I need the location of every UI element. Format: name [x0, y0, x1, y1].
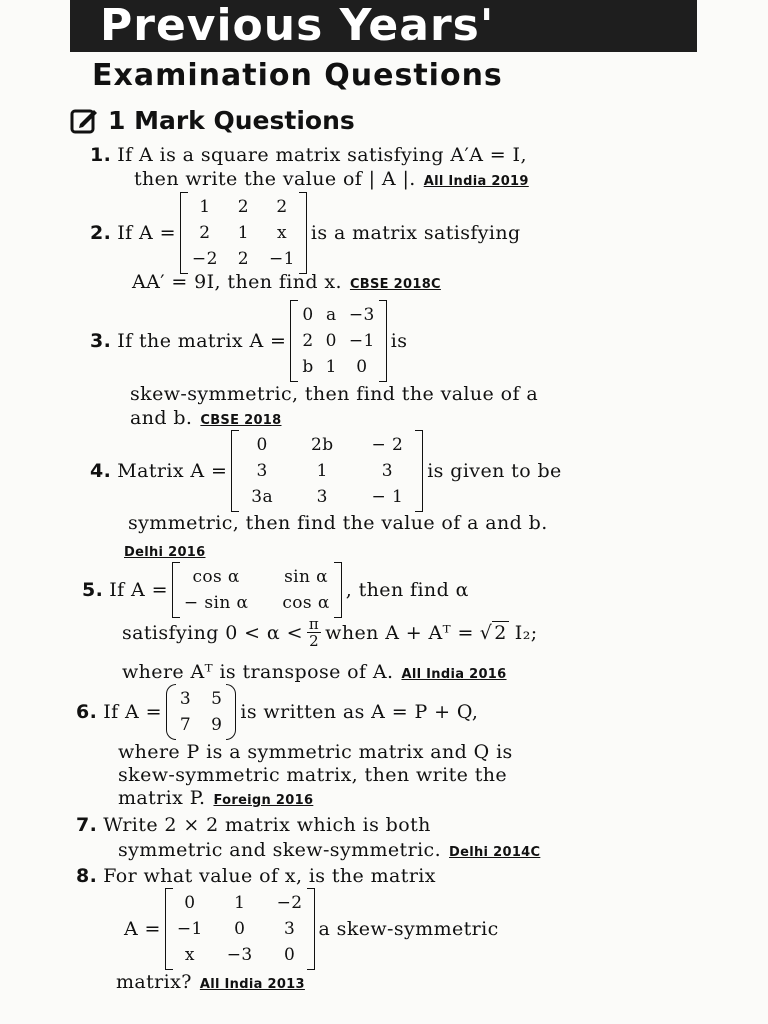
- banner-title: Previous Years': [70, 0, 697, 52]
- matrix-entry: 7: [179, 715, 192, 735]
- matrix-entry: 3: [179, 689, 192, 709]
- matrix-entry: 1: [325, 357, 337, 377]
- matrix-entry: 2: [199, 223, 211, 243]
- matrix-entry: −1: [176, 919, 203, 939]
- matrix-bracket: [379, 300, 387, 382]
- q1-line2: then write the value of | A |. All India 2019: [134, 168, 529, 190]
- matrix-entry: −3: [226, 945, 253, 965]
- matrix-entry: 5: [211, 689, 223, 709]
- matrix-bracket: [334, 562, 342, 618]
- matrix-entry: 0: [234, 919, 246, 939]
- matrix-entry: 3: [316, 487, 328, 507]
- matrix-entry: 2: [237, 249, 250, 269]
- matrix-entry: − sin α: [183, 593, 249, 613]
- q7-line2: symmetric and skew-symmetric. Delhi 2014C: [118, 839, 541, 861]
- matrix-entry: 0: [184, 893, 196, 913]
- matrix-entry: 3a: [251, 487, 274, 507]
- matrix-entry: 1: [316, 461, 328, 481]
- q7-line1: 7. Write 2 × 2 matrix which is both: [76, 814, 431, 836]
- q5-matrix: [172, 562, 342, 618]
- matrix-entry: x: [184, 945, 195, 965]
- matrix-entry: 0: [302, 305, 314, 325]
- q3-matrix: [290, 300, 386, 382]
- matrix-entry: 2: [302, 331, 314, 351]
- section-title: 1 Mark Questions: [108, 105, 355, 135]
- matrix-entry: 3: [256, 461, 268, 481]
- q8-line1: 8. For what value of x, is the matrix: [76, 865, 436, 887]
- matrix-entry: sin α: [284, 567, 329, 587]
- q8-matrix: [165, 888, 315, 970]
- matrix-entry: −3: [348, 305, 375, 325]
- matrix-entry: 0: [283, 945, 296, 965]
- q5-line2: satisfying 0 < α < $\frac{\pi}{2}$ when A + Aᵀ = √ 2 I₂;: [122, 615, 538, 650]
- page-subtitle: Examination Questions: [92, 58, 503, 93]
- matrix-entry: − 1: [371, 487, 404, 507]
- matrix-bracket: [299, 192, 307, 274]
- matrix-bracket: [172, 562, 180, 618]
- matrix-entry: 2: [237, 197, 250, 217]
- q1-source: All India 2019: [423, 174, 529, 189]
- q4-matrix: [231, 430, 423, 512]
- matrix-bracket: [231, 430, 239, 512]
- q8-row: A = 0 1 −2 −1 0 3 x −3 0 a skew-symmetric: [124, 888, 499, 970]
- q3-row: 3. If the matrix A = 0 a −3 2 0 −1 b 1 0 is: [90, 300, 407, 382]
- q3-line2: skew-symmetric, then find the value of a: [130, 383, 539, 405]
- matrix-entry: 1: [237, 223, 250, 243]
- q5-line3: where Aᵀ is transpose of A. All India 2016: [122, 661, 507, 683]
- q6-line4: matrix P. Foreign 2016: [118, 787, 314, 809]
- matrix-bracket: [180, 192, 188, 274]
- matrix-entry: −1: [269, 249, 295, 269]
- q3-line3: and b. CBSE 2018: [130, 407, 282, 429]
- q6-source: Foreign 2016: [213, 793, 314, 808]
- matrix-entry: a: [325, 305, 337, 325]
- q5-row: 5. If A = cos α sin α − sin α cos α , then find α: [82, 562, 469, 618]
- matrix-entry: −2: [191, 249, 218, 269]
- matrix-entry: 2b: [311, 435, 334, 455]
- q4-source: Delhi 2016: [124, 545, 206, 560]
- matrix-entry: 1: [199, 197, 211, 217]
- q4-row: 4. Matrix A = 0 2b − 2 3 1 3 3a 3 − 1 is given to be: [90, 430, 562, 512]
- matrix-entry: 0: [325, 331, 337, 351]
- matrix-entry: 1: [234, 893, 246, 913]
- q6-matrix: [166, 684, 236, 740]
- matrix-entry: 0: [256, 435, 268, 455]
- matrix-entry: − 2: [371, 435, 404, 455]
- matrix-entry: 2: [276, 197, 288, 217]
- matrix-entry: 0: [356, 357, 368, 377]
- matrix-bracket: [290, 300, 298, 382]
- q6-line2: where P is a symmetric matrix and Q is: [118, 741, 513, 763]
- matrix-bracket: [307, 888, 315, 970]
- q2-matrix: [180, 192, 307, 274]
- q2-line2: AA′ = 9I, then find x. CBSE 2018C: [132, 271, 441, 293]
- matrix-bracket: [165, 888, 173, 970]
- matrix-entry: 3: [381, 461, 393, 481]
- matrix-entry: 3: [283, 919, 296, 939]
- matrix-entry: cos α: [282, 593, 330, 613]
- q8-line2: matrix? All India 2013: [116, 971, 305, 993]
- matrix-bracket: [166, 684, 176, 740]
- matrix-entry: −1: [348, 331, 375, 351]
- section-heading: [70, 104, 355, 136]
- q6-line3: skew-symmetric matrix, then write the: [118, 764, 508, 786]
- matrix-bracket: [415, 430, 423, 512]
- matrix-entry: b: [302, 357, 314, 377]
- q6-row: 6. If A = 3 5 7 9 is written as A = P + Q,: [76, 684, 478, 740]
- matrix-entry: x: [276, 223, 287, 243]
- q3-source: CBSE 2018: [200, 413, 282, 428]
- edit-icon: [70, 106, 98, 134]
- q8-source: All India 2013: [199, 977, 305, 992]
- q2-source: CBSE 2018C: [349, 277, 441, 292]
- q5-source: All India 2016: [401, 667, 507, 682]
- pi-over-2-fraction: $\frac{\pi}{2}$: [308, 615, 320, 650]
- matrix-entry: cos α: [192, 567, 240, 587]
- matrix-entry: 9: [211, 715, 223, 735]
- matrix-entry: −2: [276, 893, 303, 913]
- matrix-bracket: [226, 684, 236, 740]
- q4-source-line: [124, 538, 205, 565]
- q1-line1: 1. If A is a square matrix satisfying A′A = I,: [90, 144, 527, 166]
- q7-source: Delhi 2014C: [449, 845, 541, 860]
- q2-row: 2. If A = 1 2 2 2 1 x −2 2 −1 is a matrix satisfying: [90, 192, 521, 274]
- q4-line2: symmetric, then find the value of a and b.: [128, 512, 548, 534]
